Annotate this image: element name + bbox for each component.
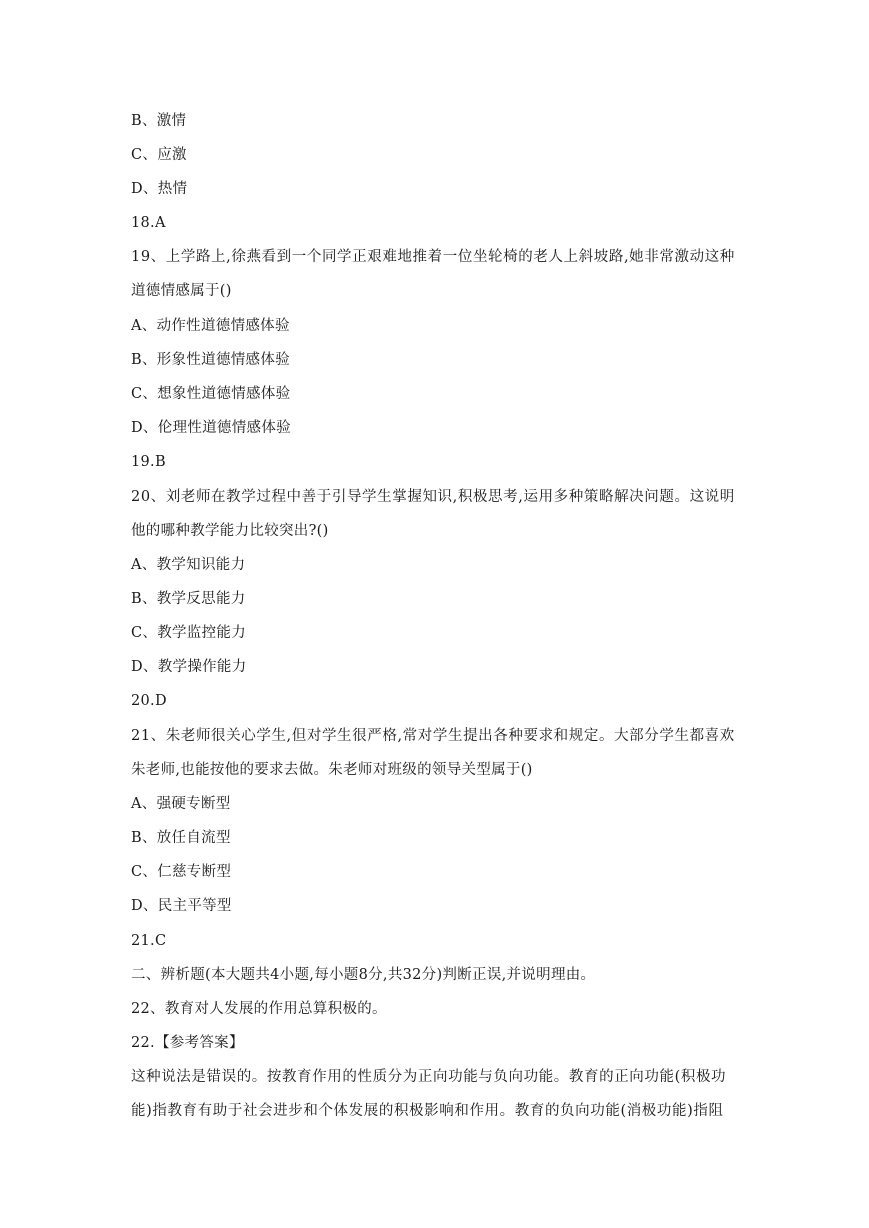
question-20-line-1: 20、刘老师在教学过程中善于引导学生掌握知识,积极思考,运用多种策略解决问题。这说明 [131,489,735,505]
answer-22-line-1: 这种说法是错误的。按教育作用的性质分为正向功能与负向功能。教育的正向功能(积极功 [131,1069,727,1085]
option-21-a: A、强硬专断型 [131,796,231,812]
option-19-b: B、形象性道德情感体验 [131,352,290,368]
option-20-d: D、教学操作能力 [131,659,247,675]
option-21-d: D、民主平等型 [131,898,232,914]
option-21-b: B、放任自流型 [131,830,231,846]
option-20-c: C、教学监控能力 [131,625,246,641]
answer-21: 21.C [131,933,167,949]
answer-18: 18.A [131,215,166,231]
option-17-d: D、热情 [131,181,188,197]
question-20-line-2: 他的哪种教学能力比较突出?() [131,523,329,539]
question-22: 22、教育对人发展的作用总算积极的。 [131,1001,387,1017]
option-17-c: C、应激 [131,147,187,163]
option-19-d: D、伦理性道德情感体验 [131,420,291,436]
section-2-heading: 二、辨析题(本大题共4小题,每小题8分,共32分)判断正误,并说明理由。 [131,967,596,983]
option-20-b: B、教学反思能力 [131,591,246,607]
question-19-line-1: 19、上学路上,徐燕看到一个同学正艰难地推着一位坐轮椅的老人上斜坡路,她非常激动这种 [131,249,735,265]
answer-22-heading: 22.【参考答案】 [131,1035,244,1051]
question-19-line-2: 道德情感属于() [131,283,232,299]
option-19-a: A、动作性道德情感体验 [131,318,290,334]
option-21-c: C、仁慈专断型 [131,864,232,880]
answer-19: 19.B [131,454,166,470]
question-21-line-1: 21、朱老师很关心学生,但对学生很严格,常对学生提出各种要求和规定。大部分学生都喜欢 [131,728,735,744]
option-19-c: C、想象性道德情感体验 [131,386,291,402]
option-20-a: A、教学知识能力 [131,557,246,573]
answer-22-line-2: 能)指教育有助于社会进步和个体发展的积极影响和作用。教育的负向功能(消极功能)指阻 [131,1103,724,1119]
question-21-line-2: 朱老师,也能按他的要求去做。朱老师对班级的领导关型属于() [131,762,533,778]
answer-20: 20.D [131,693,167,709]
option-17-b: B、激情 [131,113,187,129]
